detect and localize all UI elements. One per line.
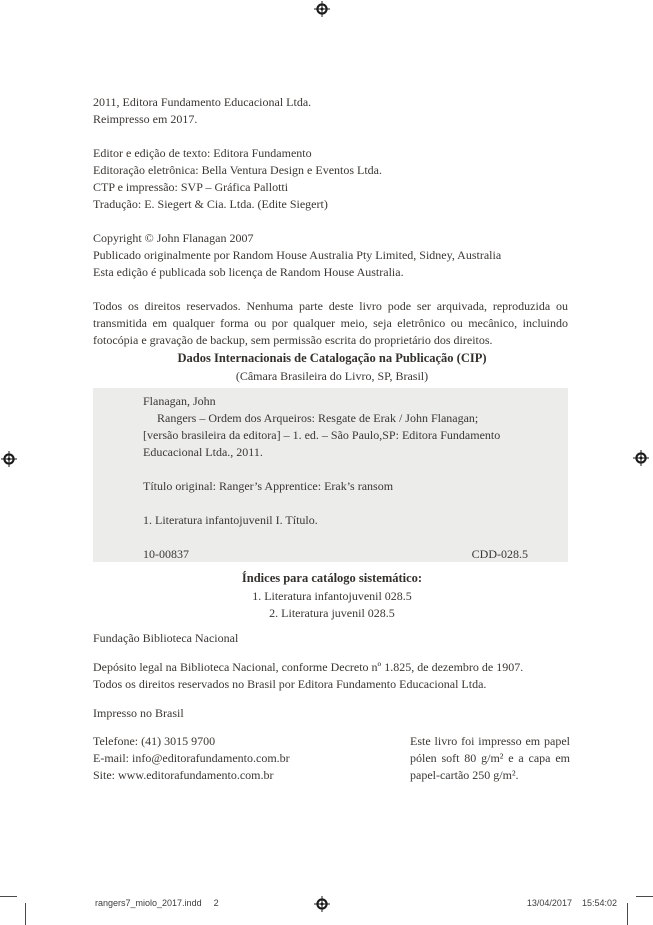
credits-block — [93, 145, 571, 213]
indices-title: Índices para catálogo sistemático: — [241, 571, 423, 585]
crop-mark-bottom-right-horizontal — [636, 896, 653, 897]
contact-block — [93, 733, 393, 784]
indices-item-2: 2. Literatura juvenil 028.5 — [269, 606, 395, 620]
crop-mark-bottom-left-vertical — [25, 903, 26, 925]
paper-note: Este livro foi impresso em papel pólen soft 80 g/m² e a capa em papel-cartão 250 g/m². — [410, 734, 570, 782]
slug-date: 13/04/2017 — [526, 898, 572, 908]
cip-record-row — [143, 546, 528, 563]
license-line: Esta edição é publicada sob licença de Random House Australia. — [93, 265, 404, 279]
crop-mark-bottom-right-vertical — [627, 903, 628, 925]
registration-mark-bottom-icon — [314, 896, 330, 912]
cip-record-number: 10-00837 — [143, 547, 189, 561]
cip-original-title: Título original: Ranger’s Apprentice: Erak’s ransom — [143, 479, 394, 493]
indices-item-1: 1. Literatura infantojuvenil 028.5 — [252, 589, 412, 603]
website-line: Site: www.editorafundamento.com.br — [93, 768, 274, 782]
cip-entry-line: Educacional Ltda., 2011. — [143, 445, 263, 459]
cip-entry-line: Rangers – Ordem dos Arqueiros: Resgate de Erak / John Flanagan; — [157, 411, 479, 425]
original-publisher-line: Publicado originalmente por Random House Australia Pty Limited, Sidney, Australia — [93, 248, 502, 262]
copyright-line: Copyright © John Flanagan 2007 — [93, 231, 254, 245]
slug-datetime — [527, 898, 617, 908]
cip-title: Dados Internacionais de Catalogação na Publicação (CIP) — [177, 351, 487, 365]
copyright-block — [93, 230, 571, 281]
slug-file-name: rangers7_miolo_2017.indd — [95, 898, 202, 908]
email-line: E-mail: info@editorafundamento.com.br — [93, 751, 290, 765]
rights-paragraph: Todos os direitos reservados. Nenhuma parte deste livro pode ser arquivada, reproduzida ou transmitida em qualquer forma ou por qualquer meio, seja eletrônico ou mecânico, incluindo fotocópia e gravação de backup, sem permissão escrita do proprietário dos direitos. — [93, 299, 568, 347]
registration-mark-right-icon — [633, 450, 649, 466]
registration-mark-top-icon — [314, 1, 330, 17]
crop-mark-bottom-left-horizontal — [0, 896, 17, 897]
slug-time: 15:54:02 — [581, 898, 617, 908]
phone-line: Telefone: (41) 3015 9700 — [93, 734, 216, 748]
legal-deposit-line: Depósito legal na Biblioteca Nacional, conforme Decreto nº 1.825, de dezembro de 1907. — [93, 660, 524, 674]
credit-design: Editoração eletrônica: Bella Ventura Design e Eventos Ltda. — [93, 163, 383, 177]
cip-subtitle: (Câmara Brasileira do Livro, SP, Brasil) — [235, 369, 429, 383]
credit-printing: CTP e impressão: SVP – Gráfica Pallotti — [93, 180, 289, 194]
legal-deposit-block — [93, 659, 571, 693]
edition-block — [93, 94, 571, 128]
printed-in-line: Impresso no Brasil — [93, 706, 184, 720]
slug-file-info — [95, 898, 219, 908]
reprint-line: Reimpresso em 2017. — [93, 112, 198, 126]
cip-author: Flanagan, John — [143, 394, 216, 408]
rights-brazil-line: Todos os direitos reservados no Brasil por Editora Fundamento Educacional Ltda. — [93, 677, 487, 691]
registration-mark-left-icon — [1, 451, 17, 467]
cip-subject-line: 1. Literatura infantojuvenil I. Título. — [143, 513, 318, 527]
edition-line: 2011, Editora Fundamento Educacional Ltda. — [93, 95, 312, 109]
credit-editor: Editor e edição de texto: Editora Fundamento — [93, 146, 312, 160]
slug-page-number: 2 — [213, 898, 219, 908]
cip-cdd-number: CDD-028.5 — [471, 547, 528, 561]
credit-translation: Tradução: E. Siegert & Cia. Ltda. (Edite Siegert) — [93, 197, 328, 211]
cip-entry-line: [versão brasileira da editora] – 1. ed. – São Paulo,SP: Editora Fundamento — [143, 428, 501, 442]
cip-record-box — [93, 388, 568, 562]
national-library-line: Fundação Biblioteca Nacional — [93, 631, 239, 645]
